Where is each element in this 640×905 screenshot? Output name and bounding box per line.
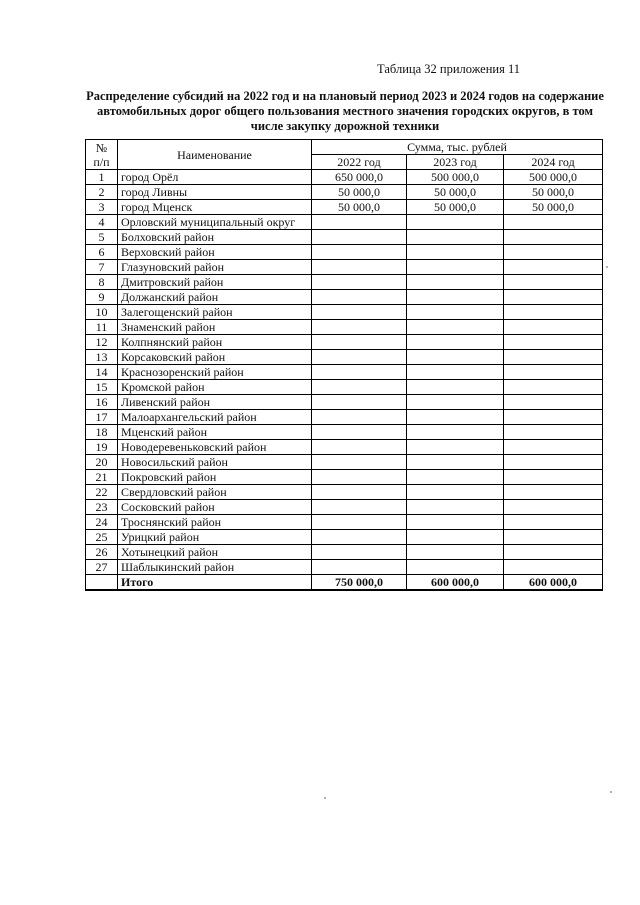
row-value-2023 [407,350,504,365]
row-value-2024 [504,380,603,395]
row-value-2024 [504,425,603,440]
row-value-2024 [504,335,603,350]
row-value-2024 [504,275,603,290]
row-name: Знаменский район [118,320,312,335]
row-value-2022 [312,395,407,410]
row-name: Малоархангельский район [118,410,312,425]
row-value-2022 [312,365,407,380]
row-value-2023: 50 000,0 [407,185,504,200]
table-row [86,320,603,335]
row-number: 27 [86,560,118,575]
row-value-2023 [407,395,504,410]
table-row [86,545,603,560]
row-name: Верховский район [118,245,312,260]
row-name: город Мценск [118,200,312,215]
table-row [86,470,603,485]
row-value-2024 [504,365,603,380]
row-value-2023 [407,470,504,485]
table-row [86,245,603,260]
row-value-2024 [504,560,603,575]
row-value-2023 [407,560,504,575]
row-name: Троснянский район [118,515,312,530]
table-row [86,350,603,365]
row-value-2022: 50 000,0 [312,200,407,215]
row-value-2023 [407,290,504,305]
row-name: Новосильский район [118,455,312,470]
row-value-2023 [407,500,504,515]
row-value-2024 [504,350,603,365]
row-value-2023 [407,365,504,380]
row-value-2023 [407,305,504,320]
row-value-2023 [407,260,504,275]
row-number: 5 [86,230,118,245]
row-value-2023 [407,485,504,500]
row-name: Кромской район [118,380,312,395]
scan-speck [324,797,326,799]
column-header-sum: Сумма, тыс. рублей [312,140,603,155]
row-value-2022: 50 000,0 [312,185,407,200]
table-row [86,185,603,200]
row-value-2024 [504,440,603,455]
table-row [86,500,603,515]
table-row [86,275,603,290]
row-value-2022 [312,350,407,365]
row-number: 16 [86,395,118,410]
scan-speck [606,266,608,268]
table-row [86,560,603,575]
row-number: 3 [86,200,118,215]
row-number: 25 [86,530,118,545]
row-value-2023 [407,425,504,440]
row-value-2024 [504,320,603,335]
table-row [86,170,603,185]
row-value-2024 [504,530,603,545]
row-value-2024: 50 000,0 [504,185,603,200]
table-row [86,485,603,500]
table-total-row [86,575,603,591]
row-value-2022 [312,560,407,575]
row-number: 2 [86,185,118,200]
row-value-2024 [504,470,603,485]
row-value-2023 [407,440,504,455]
row-value-2022 [312,275,407,290]
row-value-2023 [407,215,504,230]
scan-speck [610,791,612,793]
table-row [86,230,603,245]
row-value-2023 [407,275,504,290]
row-number: 21 [86,470,118,485]
column-header-number [86,140,118,170]
row-value-2022 [312,260,407,275]
total-2022: 750 000,0 [312,575,407,591]
row-value-2024 [504,215,603,230]
table-row [86,530,603,545]
row-value-2024 [504,245,603,260]
row-number: 11 [86,320,118,335]
row-value-2024 [504,305,603,320]
column-header-number-line1: № [95,140,108,155]
table-row [86,200,603,215]
table-row [86,335,603,350]
row-name: Корсаковский район [118,350,312,365]
row-number: 1 [86,170,118,185]
row-number: 19 [86,440,118,455]
row-value-2022 [312,245,407,260]
row-value-2022 [312,320,407,335]
row-name: город Орёл [118,170,312,185]
row-name: Урицкий район [118,530,312,545]
total-2024: 600 000,0 [504,575,603,591]
row-value-2023 [407,515,504,530]
table-row [86,380,603,395]
row-number: 23 [86,500,118,515]
row-value-2024 [504,410,603,425]
row-number: 10 [86,305,118,320]
row-value-2022 [312,425,407,440]
row-value-2024 [504,455,603,470]
row-value-2022 [312,335,407,350]
row-value-2023 [407,545,504,560]
row-name: Сосковский район [118,500,312,515]
column-header-number-line2: п/п [93,154,110,169]
row-number: 8 [86,275,118,290]
table-body [86,170,603,575]
row-value-2023 [407,530,504,545]
row-value-2022 [312,545,407,560]
row-value-2022: 650 000,0 [312,170,407,185]
row-value-2024 [504,485,603,500]
row-name: Должанский район [118,290,312,305]
column-header-year-2023: 2023 год [407,155,504,170]
row-number: 13 [86,350,118,365]
row-name: Орловский муниципальный округ [118,215,312,230]
row-value-2024 [504,290,603,305]
table-row [86,395,603,410]
row-value-2024 [504,500,603,515]
row-number: 4 [86,215,118,230]
row-name: город Ливны [118,185,312,200]
row-value-2022 [312,530,407,545]
row-value-2024: 50 000,0 [504,200,603,215]
row-name: Новодеревеньковский район [118,440,312,455]
column-header-year-2024: 2024 год [504,155,603,170]
table-caption: Таблица 32 приложения 11 [377,62,520,76]
row-value-2022 [312,500,407,515]
row-name: Хотынецкий район [118,545,312,560]
row-value-2023 [407,455,504,470]
column-header-name: Наименование [118,140,312,170]
row-name: Покровский район [118,470,312,485]
document-title: Распределение субсидий на 2022 год и на плановый период 2023 и 2024 годов на содержание автомобильных дорог общего пользования местного значения городских округов, в том числе закупку дорожной техники [86,89,604,133]
row-number: 17 [86,410,118,425]
row-value-2024: 500 000,0 [504,170,603,185]
row-value-2022 [312,515,407,530]
row-value-2024 [504,230,603,245]
row-value-2023 [407,320,504,335]
subsidy-table [85,139,603,591]
row-name: Краснозоренский район [118,365,312,380]
row-name: Дмитровский район [118,275,312,290]
row-name: Болховский район [118,230,312,245]
table-row [86,515,603,530]
row-value-2024 [504,545,603,560]
row-name: Свердловский район [118,485,312,500]
row-value-2023 [407,410,504,425]
row-value-2024 [504,395,603,410]
row-value-2022 [312,380,407,395]
table-row [86,365,603,380]
total-2023: 600 000,0 [407,575,504,591]
total-label: Итого [118,575,312,591]
table-row [86,440,603,455]
row-value-2023 [407,230,504,245]
row-value-2022 [312,290,407,305]
row-value-2023 [407,245,504,260]
row-number: 14 [86,365,118,380]
table-row [86,305,603,320]
row-number: 24 [86,515,118,530]
row-number: 7 [86,260,118,275]
table-row [86,290,603,305]
row-name: Глазуновский район [118,260,312,275]
table-row [86,260,603,275]
row-name: Мценский район [118,425,312,440]
table-row [86,425,603,440]
row-value-2023 [407,335,504,350]
column-header-year-2022: 2022 год [312,155,407,170]
row-number: 12 [86,335,118,350]
row-value-2024 [504,515,603,530]
row-value-2022 [312,215,407,230]
row-number: 15 [86,380,118,395]
row-number: 20 [86,455,118,470]
row-number: 22 [86,485,118,500]
row-value-2022 [312,410,407,425]
table-header-row [86,140,603,155]
row-number: 6 [86,245,118,260]
row-number: 9 [86,290,118,305]
table-row [86,455,603,470]
row-value-2024 [504,260,603,275]
row-value-2022 [312,440,407,455]
table-row [86,215,603,230]
row-name: Залегощенский район [118,305,312,320]
row-value-2023: 50 000,0 [407,200,504,215]
row-value-2022 [312,455,407,470]
row-value-2022 [312,305,407,320]
row-value-2023 [407,380,504,395]
row-number: 18 [86,425,118,440]
row-value-2022 [312,230,407,245]
table-row [86,410,603,425]
row-name: Ливенский район [118,395,312,410]
row-name: Шаблыкинский район [118,560,312,575]
row-number: 26 [86,545,118,560]
total-num-cell [86,575,118,591]
row-value-2022 [312,470,407,485]
row-name: Колпнянский район [118,335,312,350]
row-value-2023: 500 000,0 [407,170,504,185]
row-value-2022 [312,485,407,500]
